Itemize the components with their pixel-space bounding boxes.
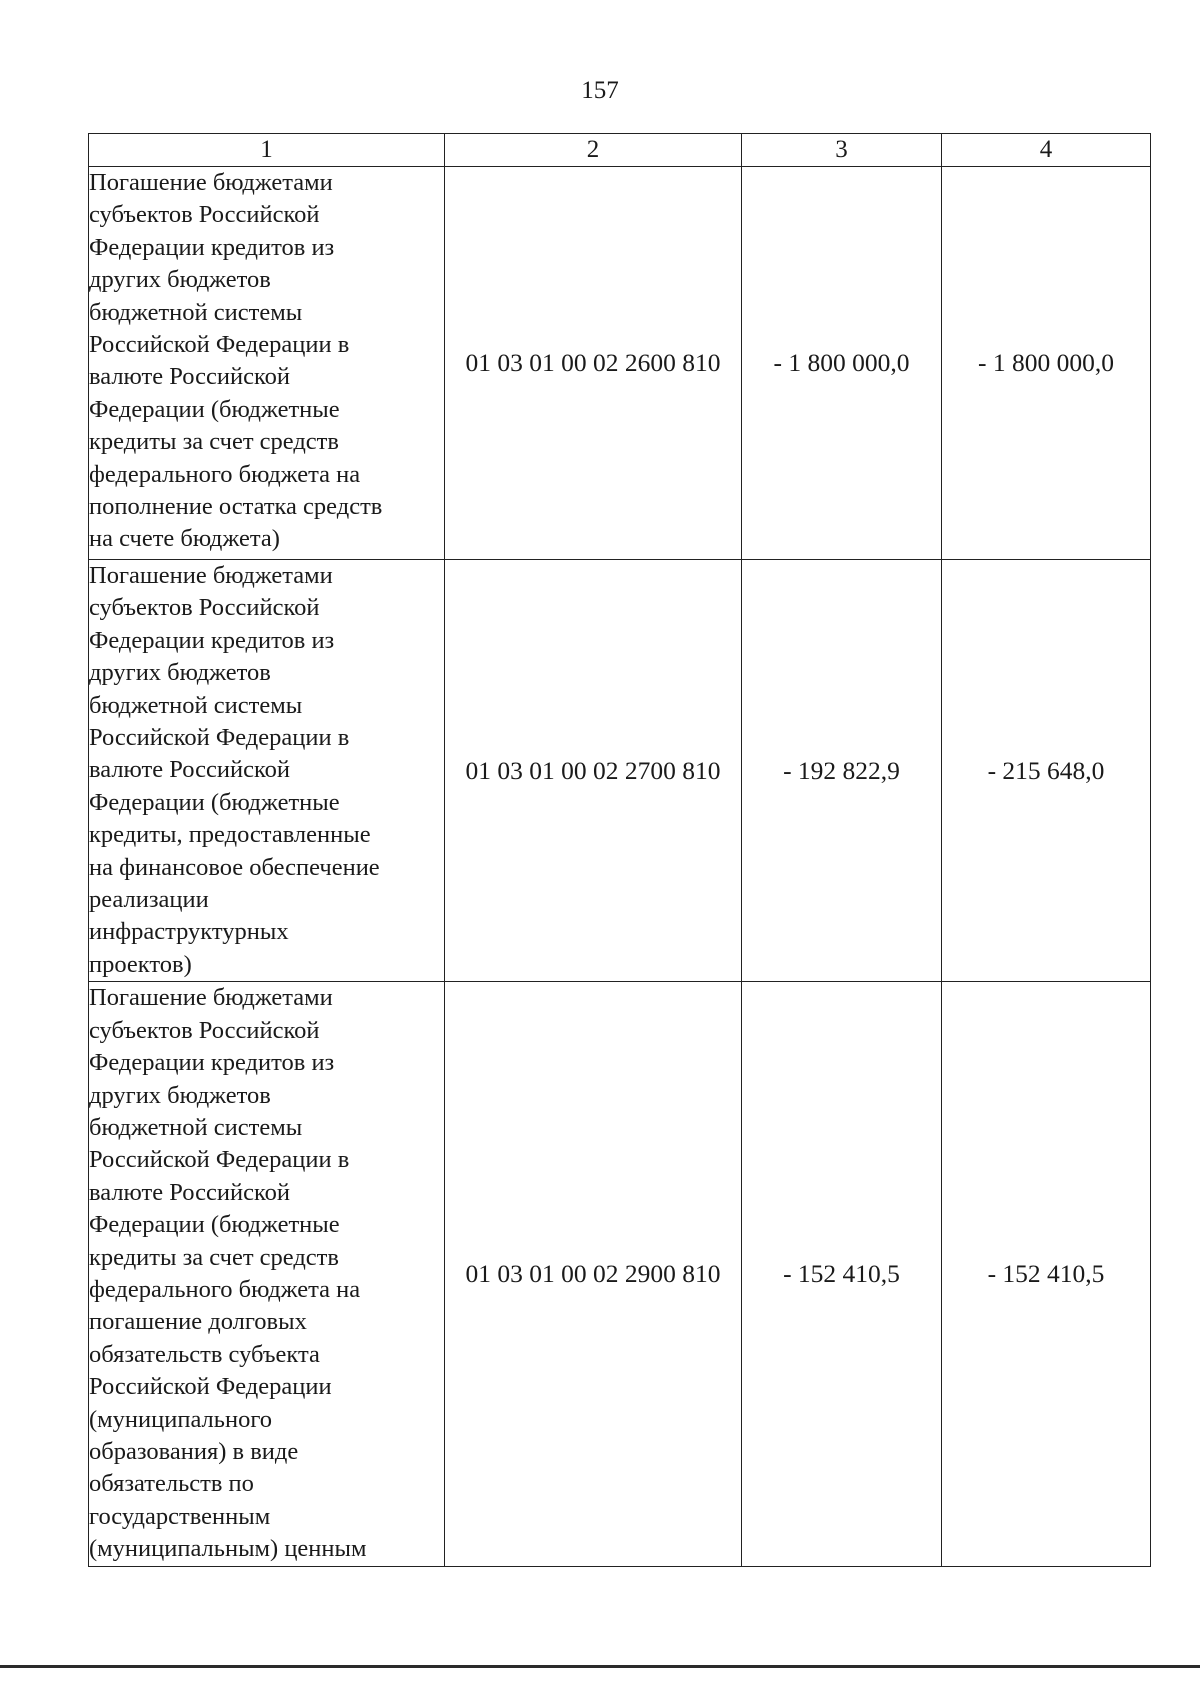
- page-bottom-rule: [0, 1665, 1200, 1668]
- description-line: Погашение бюджетами: [89, 562, 333, 589]
- description-line: (муниципального: [89, 1405, 273, 1433]
- description-line: бюджетной системы: [89, 298, 303, 326]
- description-line: реализации: [89, 886, 209, 914]
- description-line: бюджетной системы: [89, 1113, 303, 1141]
- description-line: образования) в виде: [89, 1437, 299, 1465]
- description-line: Федерации кредитов из: [89, 1049, 335, 1077]
- row-description: [89, 982, 445, 1566]
- description-line: погашение долговых: [89, 1308, 307, 1336]
- description-line: (муниципальным) ценным: [89, 1535, 367, 1563]
- description-line: Федерации (бюджетные: [89, 788, 340, 816]
- amount-column-4: - 1 800 000,0: [942, 167, 1151, 560]
- description-line: федерального бюджета на: [89, 1275, 361, 1303]
- column-header-2: 2: [445, 134, 742, 167]
- budget-classification-code: 01 03 01 00 02 2600 810: [445, 167, 742, 560]
- amount-column-3: - 1 800 000,0: [742, 167, 942, 560]
- budget-sources-table: [88, 133, 1151, 1567]
- table-row: [89, 167, 1151, 560]
- row-description: [89, 167, 445, 560]
- amount-column-4: - 215 648,0: [942, 560, 1151, 982]
- description-line: Погашение бюджетами: [89, 984, 333, 1012]
- description-line: других бюджетов: [89, 659, 271, 687]
- description-line: кредиты за счет средств: [89, 428, 339, 456]
- description-line: Российской Федерации в: [89, 331, 350, 359]
- description-line: субъектов Российской: [89, 201, 320, 229]
- budget-classification-code: 01 03 01 00 02 2900 810: [445, 982, 742, 1566]
- description-line: других бюджетов: [89, 266, 271, 294]
- description-line: валюте Российской: [89, 363, 290, 391]
- description-line: на финансовое обеспечение: [89, 853, 380, 881]
- column-header-1: 1: [89, 134, 445, 167]
- table-header-row: [89, 134, 1151, 167]
- column-header-3: 3: [742, 134, 942, 167]
- description-line: Федерации (бюджетные: [89, 395, 340, 423]
- page-number: 157: [581, 77, 619, 104]
- description-line: Федерации (бюджетные: [89, 1211, 340, 1239]
- description-line: обязательств по: [89, 1470, 254, 1498]
- description-line: Российской Федерации в: [89, 724, 350, 752]
- description-line: Российской Федерации в: [89, 1146, 350, 1174]
- description-line: субъектов Российской: [89, 1016, 320, 1044]
- description-line: кредиты, предоставленные: [89, 821, 371, 849]
- amount-column-3: - 152 410,5: [742, 982, 942, 1566]
- description-line: пополнение остатка средств: [89, 493, 383, 521]
- budget-classification-code: 01 03 01 00 02 2700 810: [445, 560, 742, 982]
- row-description: [89, 560, 445, 982]
- description-line: обязательств субъекта: [89, 1340, 320, 1368]
- description-line: инфраструктурных: [89, 918, 289, 946]
- amount-column-3: - 192 822,9: [742, 560, 942, 982]
- description-line: проектов): [89, 950, 192, 978]
- description-line: федерального бюджета на: [89, 460, 361, 488]
- description-line: государственным: [89, 1502, 271, 1530]
- description-line: валюте Российской: [89, 756, 290, 784]
- description-line: кредиты за счет средств: [89, 1243, 339, 1271]
- description-line: на счете бюджета): [89, 525, 280, 553]
- description-line: валюте Российской: [89, 1178, 290, 1206]
- description-line: других бюджетов: [89, 1081, 271, 1109]
- description-line: субъектов Российской: [89, 594, 320, 622]
- table-row: [89, 982, 1151, 1566]
- description-line: Федерации кредитов из: [89, 233, 335, 261]
- description-line: Федерации кредитов из: [89, 626, 335, 654]
- description-line: Погашение бюджетами: [89, 169, 333, 196]
- description-line: Российской Федерации: [89, 1373, 332, 1401]
- column-header-4: 4: [942, 134, 1151, 167]
- description-line: бюджетной системы: [89, 691, 303, 719]
- amount-column-4: - 152 410,5: [942, 982, 1151, 1566]
- table-row: [89, 560, 1151, 982]
